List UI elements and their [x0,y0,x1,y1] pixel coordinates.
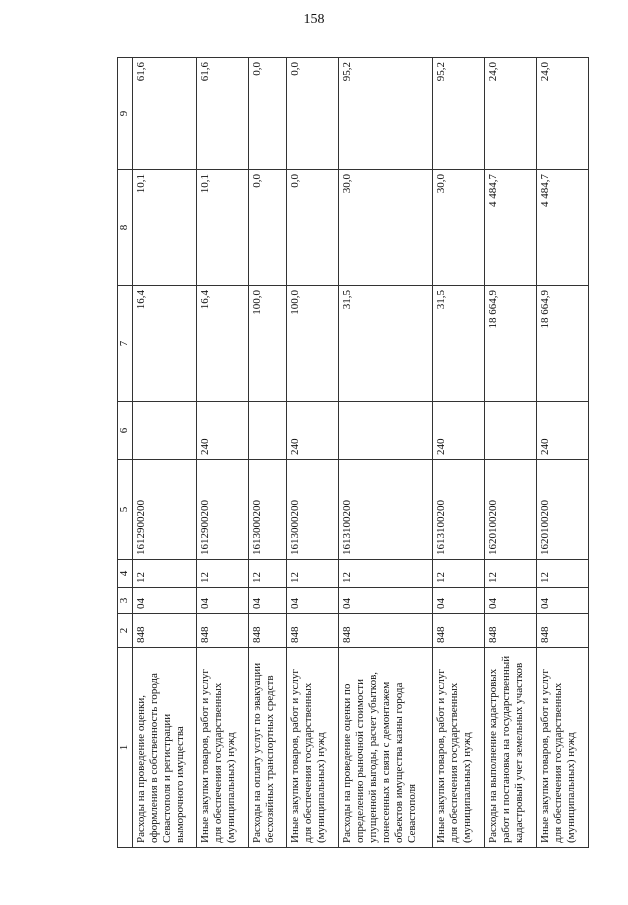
cell-c9: 0,0 [249,58,287,170]
table-row [537,58,589,848]
cell-c3: 04 [433,588,485,614]
expense-name: Расходы на оплату услуг по эвакуации бесхозяйных транспортных средств [249,648,287,848]
cell-c8: 0,0 [249,170,287,286]
table-row [433,58,485,848]
cell-c6 [485,402,537,460]
cell-c7: 18 664,9 [485,286,537,402]
table-row [197,58,249,848]
cell-c6 [249,402,287,460]
cell-c4: 12 [537,560,589,588]
cell-c3: 04 [287,588,339,614]
cell-c5: 1613000200 [249,460,287,560]
cell-c8: 4 484,7 [485,170,537,286]
cell-c8: 4 484,7 [537,170,589,286]
cell-c2: 848 [339,614,433,648]
col-header-4: 4 [118,560,133,588]
cell-c7: 31,5 [339,286,433,402]
cell-c3: 04 [537,588,589,614]
cell-c7: 18 664,9 [537,286,589,402]
cell-c8: 0,0 [287,170,339,286]
cell-c5: 1613100200 [339,460,433,560]
cell-c9: 24,0 [537,58,589,170]
col-header-3: 3 [118,588,133,614]
cell-c4: 12 [197,560,249,588]
expense-name: Иные закупки товаров, работ и услуг для обеспечения государственных (муниципальных) нужд [287,648,339,848]
cell-c3: 04 [339,588,433,614]
cell-c3: 04 [249,588,287,614]
cell-c3: 04 [197,588,249,614]
expense-name: Расходы на проведение оценки, оформления в собственность города Севастополя и регистрации выморочного имущества [133,648,197,848]
cell-c7: 100,0 [249,286,287,402]
table-row [287,58,339,848]
col-header-9: 9 [118,58,133,170]
cell-c8: 10,1 [133,170,197,286]
page-number: 158 [303,12,325,27]
cell-c6 [339,402,433,460]
cell-c8: 10,1 [197,170,249,286]
table-row [339,58,433,848]
cell-c2: 848 [433,614,485,648]
col-header-2: 2 [118,614,133,648]
col-header-1: 1 [118,648,133,848]
cell-c9: 95,2 [339,58,433,170]
expense-name: Иные закупки товаров, работ и услуг для обеспечения государственных (муниципальных) нужд [537,648,589,848]
cell-c4: 12 [249,560,287,588]
cell-c5: 1613100200 [433,460,485,560]
cell-c6: 240 [433,402,485,460]
cell-c4: 12 [339,560,433,588]
cell-c4: 12 [287,560,339,588]
cell-c9: 61,6 [197,58,249,170]
col-header-8: 8 [118,170,133,286]
cell-c9: 24,0 [485,58,537,170]
cell-c6: 240 [287,402,339,460]
col-header-7: 7 [118,286,133,402]
cell-c7: 16,4 [133,286,197,402]
budget-table-rotated [117,58,577,848]
cell-c9: 61,6 [133,58,197,170]
cell-c7: 16,4 [197,286,249,402]
table-row [485,58,537,848]
cell-c9: 95,2 [433,58,485,170]
cell-c8: 30,0 [433,170,485,286]
expense-name: Иные закупки товаров, работ и услуг для обеспечения государственных (муниципальных) нужд [433,648,485,848]
header-row [118,58,133,848]
budget-table [117,57,589,848]
cell-c5: 1620100200 [537,460,589,560]
cell-c8: 30,0 [339,170,433,286]
table-row [249,58,287,848]
table-row [133,58,197,848]
col-header-5: 5 [118,460,133,560]
cell-c7: 100,0 [287,286,339,402]
cell-c5: 1620100200 [485,460,537,560]
cell-c2: 848 [133,614,197,648]
cell-c2: 848 [197,614,249,648]
cell-c5: 1612900200 [133,460,197,560]
cell-c6 [133,402,197,460]
expense-name: Расходы на выполнение кадастровых работ и постановка на государственный кадастровый учет земельных участков [485,648,537,848]
cell-c2: 848 [485,614,537,648]
cell-c3: 04 [485,588,537,614]
cell-c7: 31,5 [433,286,485,402]
cell-c2: 848 [537,614,589,648]
cell-c2: 848 [249,614,287,648]
col-header-6: 6 [118,402,133,460]
cell-c3: 04 [133,588,197,614]
cell-c5: 1612900200 [197,460,249,560]
cell-c2: 848 [287,614,339,648]
expense-name: Расходы на проведение оценки по определению рыночной стоимости упущенной выгоды, расчет убытков, понесенных в связи с демонтажем объектов имущества казны города Севастополя [339,648,433,848]
cell-c4: 12 [485,560,537,588]
cell-c4: 12 [133,560,197,588]
cell-c6: 240 [197,402,249,460]
cell-c5: 1613000200 [287,460,339,560]
cell-c6: 240 [537,402,589,460]
cell-c9: 0,0 [287,58,339,170]
expense-name: Иные закупки товаров, работ и услуг для обеспечения государственных (муниципальных) нужд [197,648,249,848]
cell-c4: 12 [433,560,485,588]
